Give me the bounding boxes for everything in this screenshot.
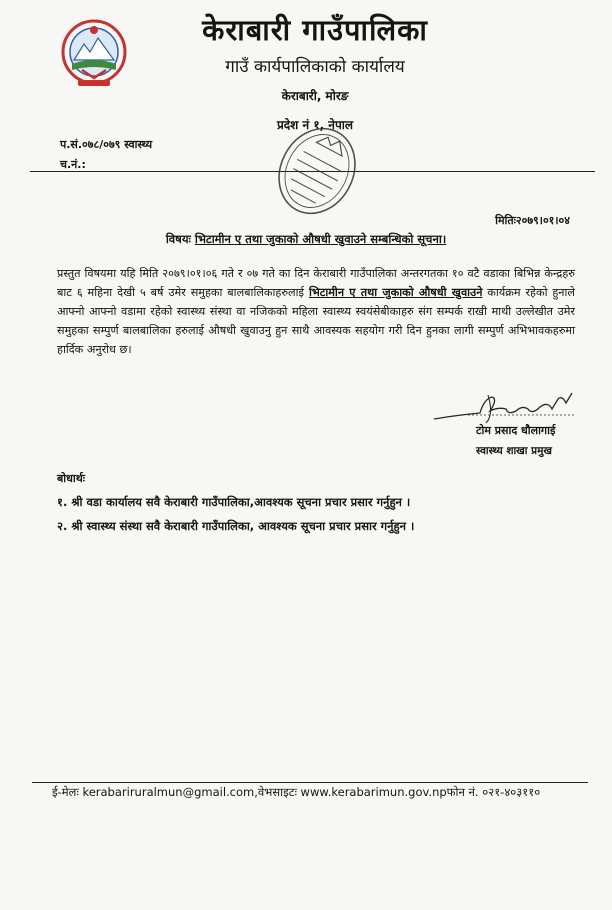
body-text-part-2: कार्यक्रम रहेको हुनाले आफ्नो आफ्नो वडामा रहेको स्वास्थ्य संस्था वा नजिकको महिला स्वास्थ्य स्वयंसेबीकाहरु संग सम्पर्क राखी माथी उल्लेखीत उमेर समुहका सम्पुर्ण बालबालिका हरुलाई औषधी खुवाउनु हुन साथै आवस्यक सहयोग गरी दिन हुनका लागी सम्पुर्ण अभिभावकहरुमा हार्दिक अनुरोध छ। bbox=[57, 286, 575, 356]
body-text-part-1: प्रस्तुत विषयमा यहि मिति २०७९।०१।०६ गते र ०७ गते का दिन केराबारी गाउँपालिका अन्तरगतका १० वटै वडाका बिभिन्न केन्द्रहरु बाट ६ महिना देखी ५ बर्ष उमेर समुहका बालबालिकाहरुलाई bbox=[57, 267, 575, 299]
letter-body bbox=[57, 264, 575, 359]
signer-title: स्वास्थ्य शाखा प्रमुख bbox=[476, 445, 552, 457]
cc-item: २. श्री स्वास्थ्य संस्था सवै केराबारी गाउँपालिका, आवश्यक सूचना प्रचार प्रसार गर्नुहुन । bbox=[57, 519, 415, 533]
office-title: केराबारी गाउँपालिका bbox=[202, 13, 428, 47]
footer-contact: ई-मेलः kerabariruralmun@gmail.com,वेभसाइटः www.kerabarimun.gov.npफोन नं. ०२१-४०३११० bbox=[52, 785, 541, 799]
office-seal-icon bbox=[276, 118, 358, 224]
subject-label: विषयः bbox=[165, 232, 191, 246]
signer-name: टोम प्रसाद धौलागाई bbox=[476, 424, 556, 437]
office-subtitle: गाउँ कार्यपालिकाको कार्यालय bbox=[225, 57, 405, 77]
reference-number: प.सं.०७८/०७९ स्वास्थ्य bbox=[60, 138, 153, 151]
body-highlight: भिटामीन ए तथा जुकाको औषधी खुवाउने bbox=[308, 286, 483, 299]
cc-list bbox=[57, 490, 414, 538]
office-province: प्रदेश नं १, नेपाल bbox=[276, 118, 354, 132]
subject-line bbox=[0, 232, 612, 247]
government-emblem-icon bbox=[60, 18, 128, 90]
cc-item: १. श्री वडा कार्यालय सवै केराबारी गाउँपालिका,आवश्यक सूचना प्रचार प्रसार गर्नुहुन । bbox=[57, 495, 411, 509]
cc-label: बोधार्थः bbox=[57, 472, 85, 485]
signature-icon bbox=[428, 385, 578, 427]
subject-text: भिटामीन ए तथा जुकाको औषधी खुवाउने सम्बन्धिको सूचना। bbox=[194, 232, 447, 246]
dispatch-number: च.नं.: bbox=[60, 158, 86, 171]
footer-divider bbox=[32, 782, 588, 783]
office-place: केराबारी, मोरङ bbox=[281, 89, 349, 103]
letter-date: मितिः२०७९।०१।०४ bbox=[495, 214, 570, 227]
